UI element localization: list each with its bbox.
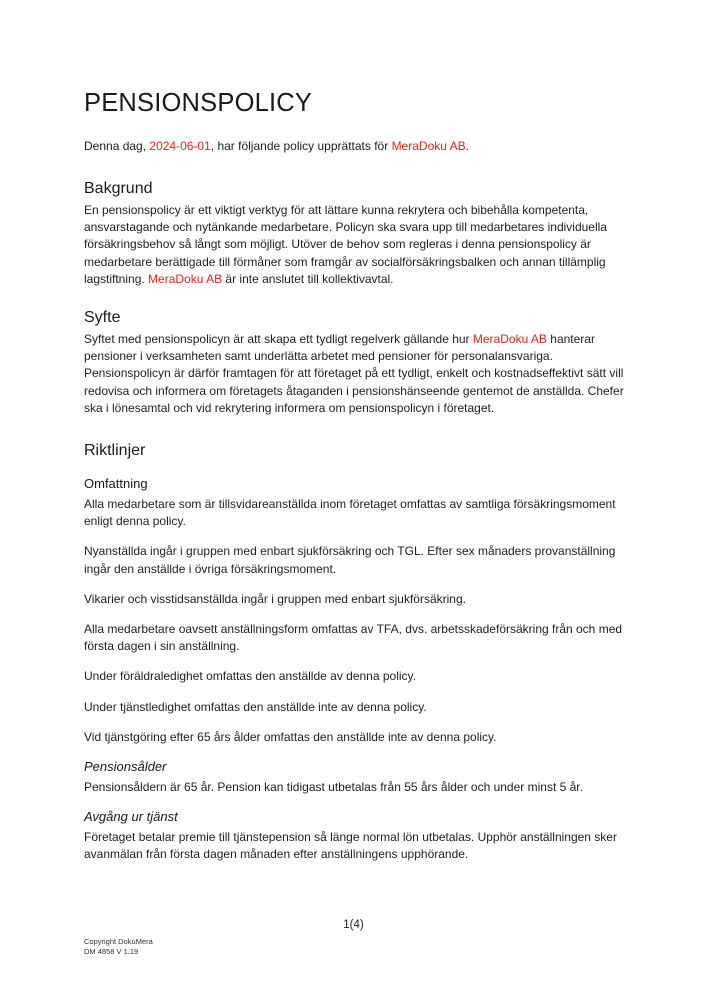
subheading-pensionsalder: Pensionsålder — [84, 759, 167, 775]
section-syfte — [84, 308, 624, 417]
company-name: MeraDoku AB — [472, 332, 547, 347]
syfte-text-after: hanterar pensioner i verksamheten samt underlätta arbetet med pensioner för personalansvariga. Pensionspolicyn är därför framtagen för att företaget på ett tydligt, enkelt och kostnadseffektivt sätt vill redovisa och informera om företagets åtaganden i pensionshänseende gentemot de anställda. Chefer ska i lönesamtal och vid rekrytering informera om pensionspolicyn i företaget. — [84, 332, 624, 415]
omfattning-paragraph: Nyanställda ingår i gruppen med enbart sjukförsäkring och TGL. Efter sex månaders provanställning ingår den anställde i övriga försäkringsmoment. — [84, 544, 616, 576]
subheading-avgang: Avgång ur tjänst — [84, 809, 178, 825]
omfattning-paragraph: Vid tjänstgöring efter 65 års ålder omfattas den anställde inte av denna policy. — [84, 729, 497, 744]
bakgrund-text-after: är inte anslutet till kollektivavtal. — [222, 271, 394, 286]
omfattning-paragraph: Alla medarbetare som är tillsvidareanställda inom företaget omfattas av samtliga försäkringsmoment enligt denna policy. — [84, 497, 616, 529]
intro-suffix: . — [465, 139, 469, 153]
intro-middle: , har följande policy upprättats för — [210, 139, 392, 153]
footer — [84, 937, 153, 957]
omfattning-paragraph: Under tjänstledighet omfattas den anställde inte av denna policy. — [84, 699, 427, 714]
pensionsalder-paragraph: Pensionsåldern är 65 år. Pension kan tidigast utbetalas från 55 års ålder och under minst 5 år. — [84, 780, 583, 795]
footer-copyright: Copyright DokuMera — [84, 937, 153, 946]
company-name: MeraDoku AB — [391, 139, 466, 153]
syfte-paragraph — [84, 331, 624, 417]
bakgrund-text-before: En pensionspolicy är ett viktigt verktyg för att lättare kunna rekrytera och bibehålla kompetenta, ansvarstagande och nytänkande medarbetare. Policyn ska svara upp till medarbetares individuella försäkringsbehov så långt som möjligt. Utöver de behov som regleras i denna pensionspolicy är medarbetare berättigade till förmåner som framgår av socialförsäkringsbalken och annan tillämplig lagstiftning. — [84, 203, 607, 286]
section-heading-bakgrund: Bakgrund — [84, 180, 153, 197]
section-heading-riktlinjer: Riktlinjer — [84, 442, 146, 460]
document-content — [84, 88, 624, 864]
section-heading-syfte: Syfte — [84, 309, 121, 327]
intro-paragraph — [84, 138, 624, 155]
document-title: PENSIONSPOLICY — [84, 89, 313, 117]
omfattning-paragraph: Under föräldraledighet omfattas den anställde av denna policy. — [84, 669, 416, 684]
page-number: 1(4) — [343, 919, 364, 931]
syfte-text-before: Syftet med pensionspolicyn är att skapa ett tydligt regelverk gällande hur — [84, 332, 473, 347]
section-bakgrund — [84, 179, 624, 288]
footer-doc-id: DM 4858 V 1.19 — [84, 947, 139, 956]
avgang-paragraph: Företaget betalar premie till tjänstepension så länge normal lön utbetalas. Upphör anställningen sker avanmälan från första dagen månaden efter anställningens upphörande. — [84, 830, 617, 862]
company-name: MeraDoku AB — [148, 271, 223, 286]
bakgrund-paragraph — [84, 202, 624, 288]
subheading-omfattning: Omfattning — [84, 476, 148, 492]
intro-prefix: Denna dag, — [84, 139, 150, 153]
policy-date: 2024-06-01 — [149, 139, 211, 153]
omfattning-paragraph: Vikarier och visstidsanställda ingår i gruppen med enbart sjukförsäkring. — [84, 591, 466, 606]
omfattning-paragraph: Alla medarbetare oavsett anställningsform omfattas av TFA, dvs. arbetsskadeförsäkring från och med första dagen i sin anställning. — [84, 622, 623, 654]
section-riktlinjer — [84, 441, 624, 864]
